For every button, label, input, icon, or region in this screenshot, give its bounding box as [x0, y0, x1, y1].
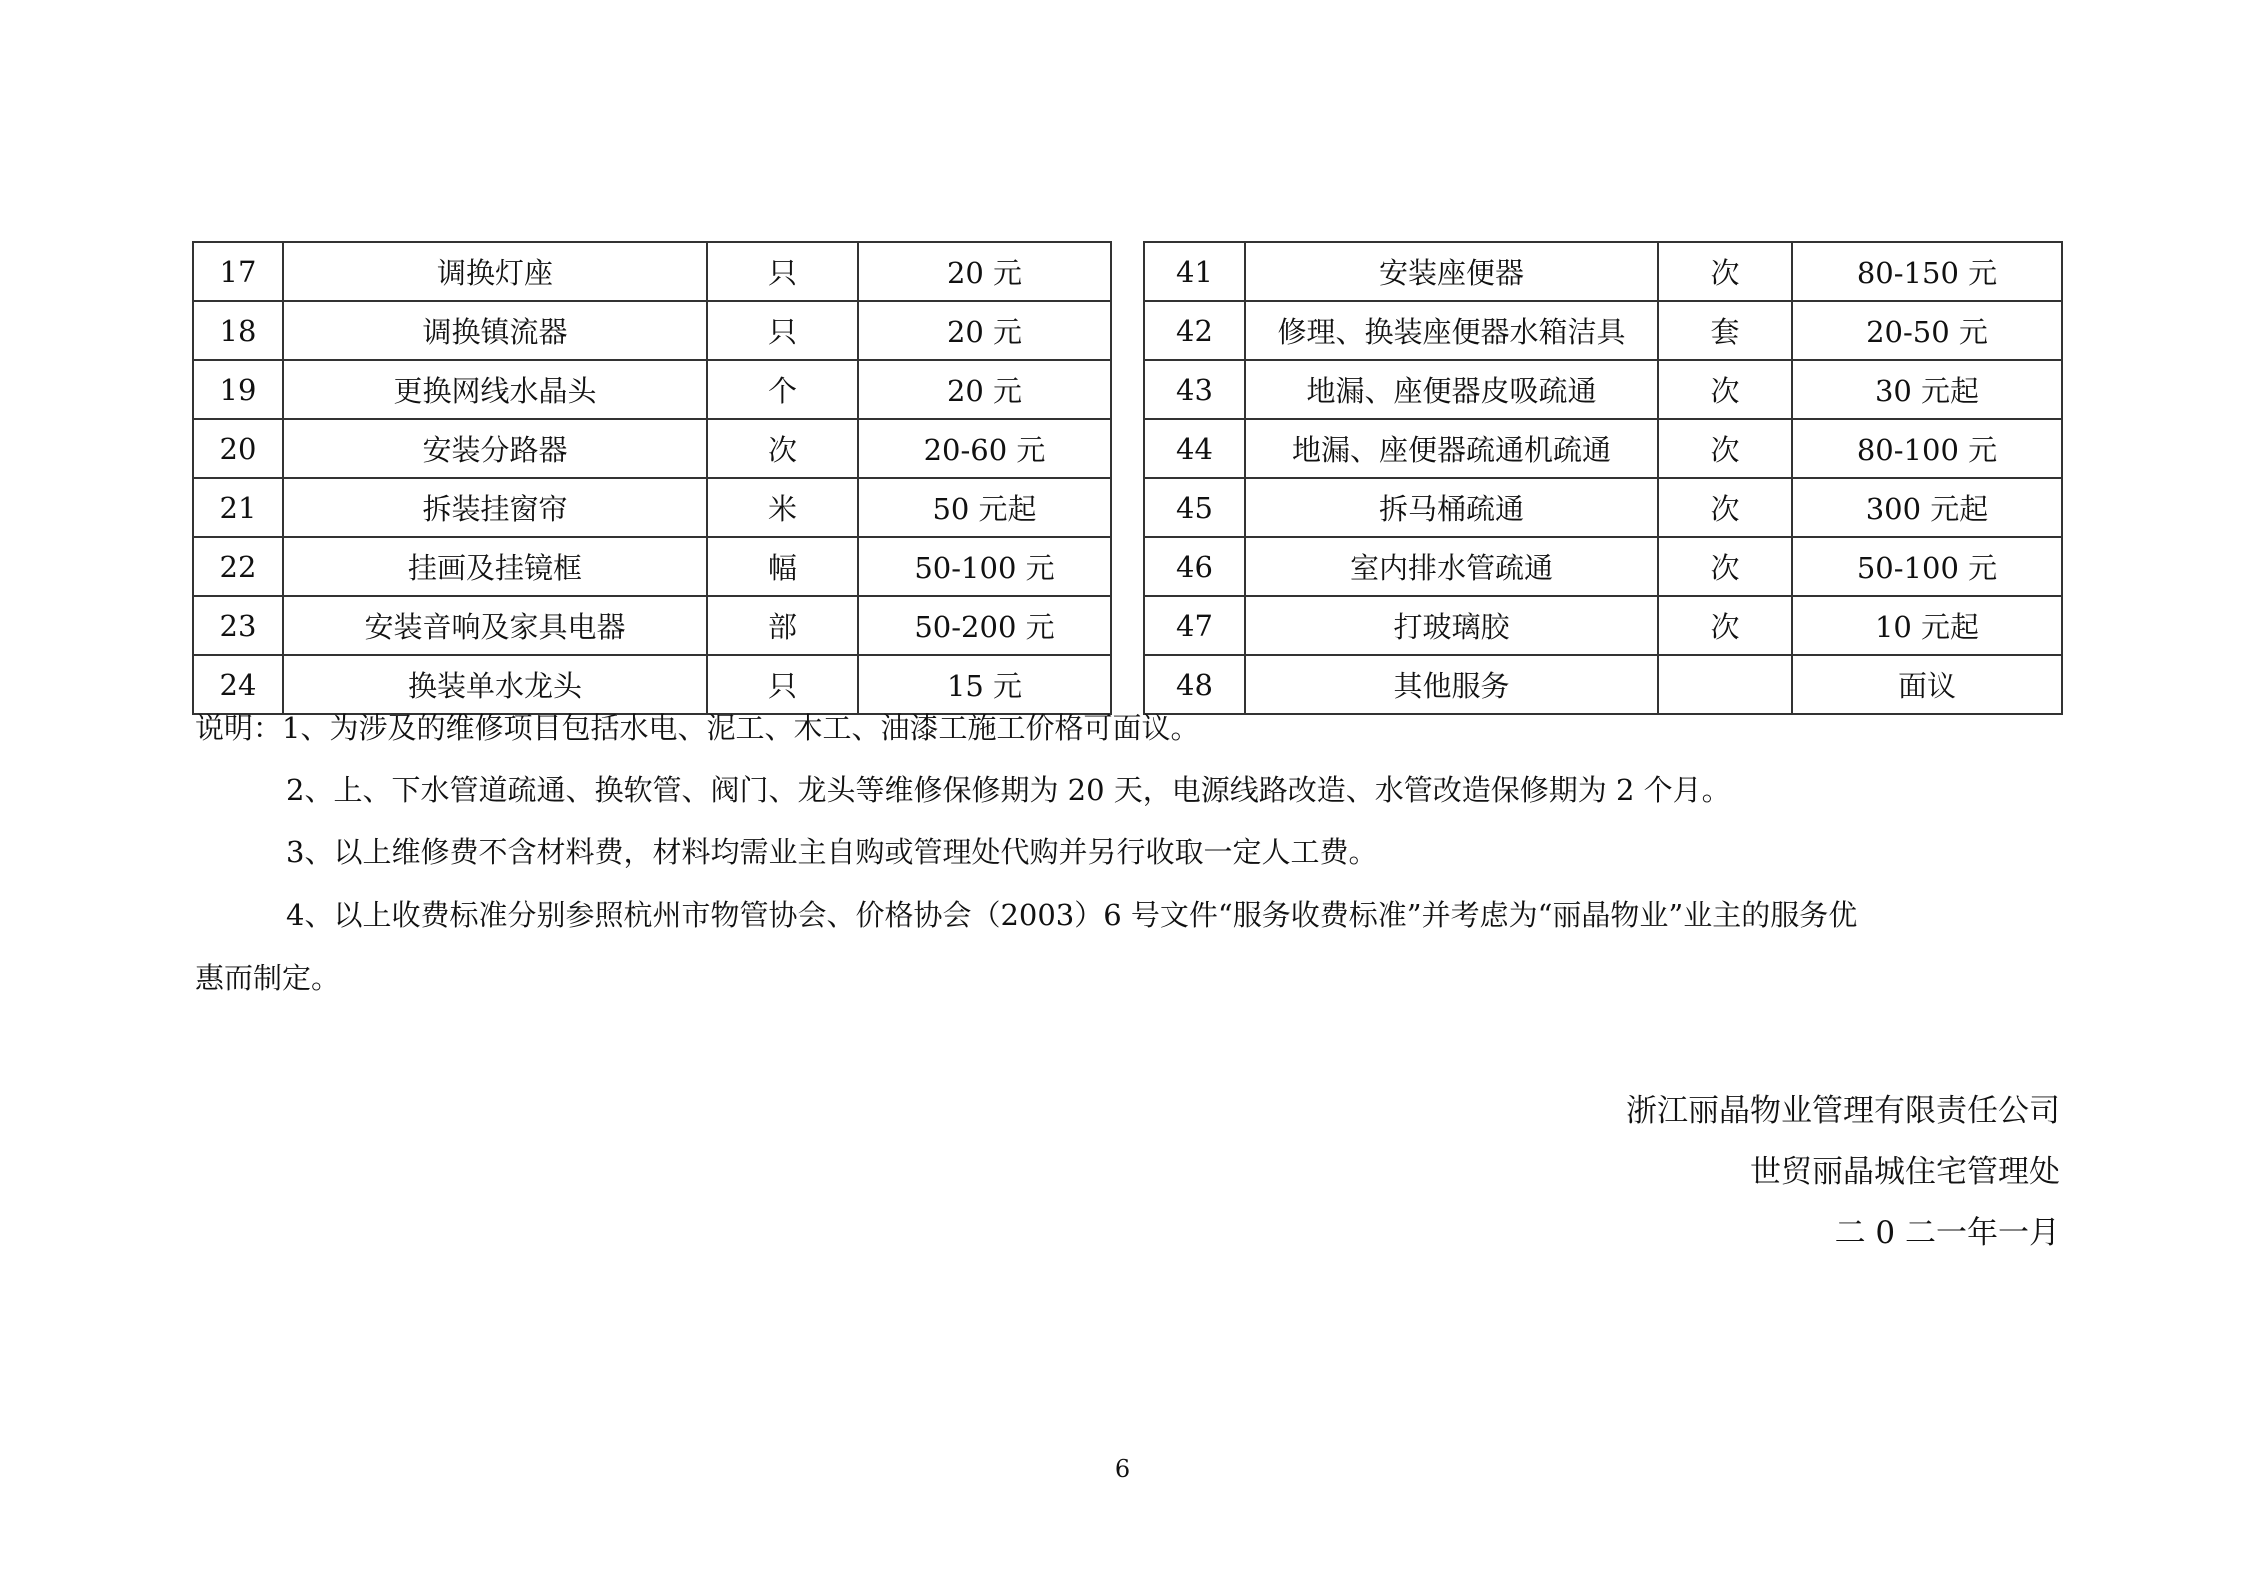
cell-price: 20-60 元	[858, 419, 1111, 478]
cell-no: 20	[193, 419, 283, 478]
table-row	[193, 360, 1111, 419]
table-row	[1144, 537, 2062, 596]
note-4: 4、以上收费标准分别参照杭州市物管协会、价格协会（2003）6 号文件“服务收费标准”并考虑为“丽晶物业”业主的服务优	[286, 898, 1858, 932]
table-row	[193, 655, 1111, 714]
page-number: 6	[1114, 1455, 1131, 1483]
note-2: 2、上、下水管道疏通、换软管、阀门、龙头等维修保修期为 20 天，电源线路改造、水管改造保修期为 2 个月。	[286, 773, 1731, 807]
cell-no: 42	[1144, 301, 1245, 360]
table-row	[1144, 478, 2062, 537]
cell-item: 修理、换装座便器水箱洁具	[1245, 301, 1658, 360]
table-row	[1144, 596, 2062, 655]
cell-price: 50 元起	[858, 478, 1111, 537]
note-1: 说明：1、为涉及的维修项目包括水电、泥工、木工、油漆工施工价格可面议。	[195, 711, 1200, 745]
cell-no: 19	[193, 360, 283, 419]
cell-item: 更换网线水晶头	[283, 360, 707, 419]
fee-table-left	[192, 241, 1112, 715]
cell-item: 换装单水龙头	[283, 655, 707, 714]
cell-no: 18	[193, 301, 283, 360]
cell-no: 22	[193, 537, 283, 596]
cell-item: 挂画及挂镜框	[283, 537, 707, 596]
cell-no: 44	[1144, 419, 1245, 478]
signature-company: 浙江丽晶物业管理有限责任公司	[1626, 1093, 2060, 1129]
cell-unit: 次	[1658, 478, 1792, 537]
cell-price: 80-150 元	[1792, 242, 2062, 301]
cell-unit: 只	[707, 242, 858, 301]
table-row	[193, 478, 1111, 537]
cell-price: 50-100 元	[1792, 537, 2062, 596]
cell-no: 46	[1144, 537, 1245, 596]
table-row	[193, 419, 1111, 478]
cell-no: 43	[1144, 360, 1245, 419]
table-row	[193, 242, 1111, 301]
cell-price: 20 元	[858, 360, 1111, 419]
cell-no: 47	[1144, 596, 1245, 655]
table-row	[1144, 301, 2062, 360]
cell-unit: 部	[707, 596, 858, 655]
cell-no: 41	[1144, 242, 1245, 301]
cell-price: 10 元起	[1792, 596, 2062, 655]
cell-unit: 只	[707, 301, 858, 360]
table-row	[1144, 419, 2062, 478]
table-row	[1144, 242, 2062, 301]
signature-date: 二 0 二一年一月	[1834, 1215, 2060, 1251]
cell-unit: 米	[707, 478, 858, 537]
cell-unit: 只	[707, 655, 858, 714]
cell-price: 50-200 元	[858, 596, 1111, 655]
note-3: 3、以上维修费不含材料费，材料均需业主自购或管理处代购并另行收取一定人工费。	[286, 835, 1378, 869]
table-row	[193, 301, 1111, 360]
cell-item: 地漏、座便器疏通机疏通	[1245, 419, 1658, 478]
fee-table-right	[1143, 241, 2063, 715]
note-4-continued: 惠而制定。	[195, 961, 341, 995]
cell-item: 室内排水管疏通	[1245, 537, 1658, 596]
table-row	[1144, 360, 2062, 419]
cell-price: 20 元	[858, 242, 1111, 301]
cell-no: 17	[193, 242, 283, 301]
cell-no: 48	[1144, 655, 1245, 714]
cell-price: 80-100 元	[1792, 419, 2062, 478]
cell-no: 24	[193, 655, 283, 714]
cell-no: 21	[193, 478, 283, 537]
cell-item: 打玻璃胶	[1245, 596, 1658, 655]
table-row	[1144, 655, 2062, 714]
cell-item: 其他服务	[1245, 655, 1658, 714]
cell-price: 15 元	[858, 655, 1111, 714]
cell-unit: 次	[1658, 242, 1792, 301]
cell-item: 调换镇流器	[283, 301, 707, 360]
cell-unit: 次	[707, 419, 858, 478]
cell-item: 地漏、座便器皮吸疏通	[1245, 360, 1658, 419]
cell-price: 20 元	[858, 301, 1111, 360]
cell-unit	[1658, 655, 1792, 714]
cell-no: 23	[193, 596, 283, 655]
table-row	[193, 596, 1111, 655]
cell-item: 安装音响及家具电器	[283, 596, 707, 655]
cell-unit: 次	[1658, 360, 1792, 419]
cell-price: 20-50 元	[1792, 301, 2062, 360]
signature-office: 世贸丽晶城住宅管理处	[1750, 1154, 2060, 1190]
cell-price: 面议	[1792, 655, 2062, 714]
cell-unit: 次	[1658, 596, 1792, 655]
cell-unit: 幅	[707, 537, 858, 596]
cell-price: 300 元起	[1792, 478, 2062, 537]
cell-unit: 次	[1658, 419, 1792, 478]
cell-item: 调换灯座	[283, 242, 707, 301]
cell-no: 45	[1144, 478, 1245, 537]
cell-price: 30 元起	[1792, 360, 2062, 419]
cell-unit: 个	[707, 360, 858, 419]
table-row	[193, 537, 1111, 596]
cell-item: 安装座便器	[1245, 242, 1658, 301]
cell-price: 50-100 元	[858, 537, 1111, 596]
cell-unit: 次	[1658, 537, 1792, 596]
cell-item: 拆马桶疏通	[1245, 478, 1658, 537]
cell-unit: 套	[1658, 301, 1792, 360]
cell-item: 拆装挂窗帘	[283, 478, 707, 537]
cell-item: 安装分路器	[283, 419, 707, 478]
